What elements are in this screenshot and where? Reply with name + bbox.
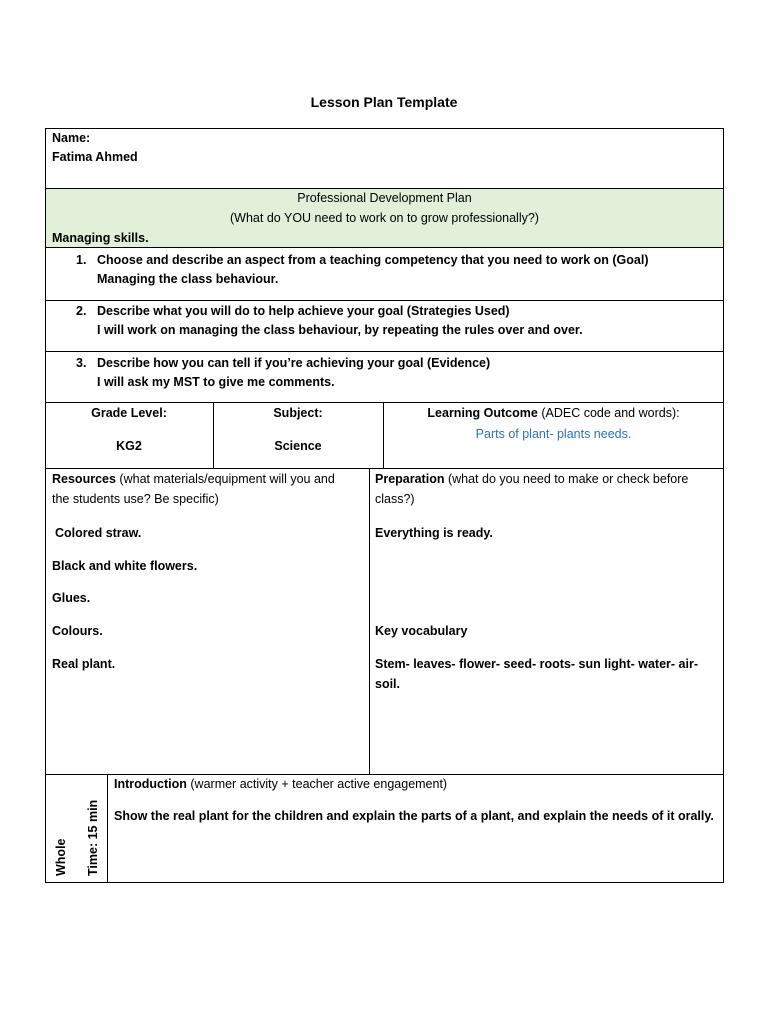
- outcome-header: [383, 404, 724, 422]
- item-2-answer: I will work on managing the class behaviour, by repeating the rules over and over.: [97, 323, 583, 337]
- pdp-focus: Managing skills.: [52, 231, 149, 245]
- outcome-label: Learning Outcome: [427, 406, 538, 420]
- name-value: Fatima Ahmed: [52, 150, 138, 164]
- name-label: Name:: [52, 131, 91, 145]
- item-1-answer: Managing the class behaviour.: [97, 272, 279, 286]
- resources-note-2: the students use? Be specific): [52, 492, 219, 506]
- resource-item-4: Colours.: [52, 624, 103, 638]
- whole-side-label: Whole: [54, 838, 68, 876]
- preparation-header: [375, 470, 688, 488]
- item-3-num: 3.: [76, 356, 87, 370]
- item-3-answer: I will ask my MST to give me comments.: [97, 375, 335, 389]
- introduction-text: Show the real plant for the children and explain the parts of a plant, and explain the needs of it orally.: [114, 809, 714, 823]
- resource-item-2: Black and white flowers.: [52, 559, 198, 573]
- preparation-status: Everything is ready.: [375, 526, 493, 540]
- key-vocab-label: Key vocabulary: [375, 624, 468, 638]
- key-vocab-line-2: soil.: [375, 677, 401, 691]
- outcome-label-note: (ADEC code and words):: [541, 406, 680, 420]
- resources-label: Resources: [52, 472, 116, 486]
- grade-value: KG2: [116, 439, 142, 453]
- resources-note-1: (what materials/equipment will you and: [119, 472, 335, 486]
- subject-label: Subject:: [273, 406, 323, 420]
- item-1-question: Choose and describe an aspect from a teaching competency that you need to work on (Goal): [97, 253, 649, 267]
- introduction-label: Introduction: [114, 777, 187, 791]
- resource-item-5: Real plant.: [52, 657, 116, 671]
- item-3-question: Describe how you can tell if you’re achieving your goal (Evidence): [97, 356, 491, 370]
- preparation-note-1: (what do you need to make or check before: [447, 472, 689, 486]
- key-vocab-line-1: Stem- leaves- flower- seed- roots- sun light- water- air-: [375, 657, 698, 671]
- outcome-value: Parts of plant- plants needs.: [475, 427, 632, 441]
- resources-header: [52, 470, 335, 488]
- item-2-question: Describe what you will do to help achieve your goal (Strategies Used): [97, 304, 510, 318]
- time-side-label: Time: 15 min: [86, 799, 100, 876]
- item-1-num: 1.: [76, 253, 87, 267]
- preparation-label: Preparation: [375, 472, 445, 486]
- introduction-header: [114, 775, 447, 793]
- resource-item-1: Colored straw.: [55, 526, 142, 540]
- preparation-note-2: class?): [375, 492, 415, 506]
- introduction-note: (warmer activity + teacher active engagement): [190, 777, 448, 791]
- page-title: Lesson Plan Template: [310, 94, 458, 110]
- subject-value: Science: [274, 439, 322, 453]
- grade-label: Grade Level:: [91, 406, 167, 420]
- item-2-num: 2.: [76, 304, 87, 318]
- pdp-heading: Professional Development Plan: [297, 191, 472, 205]
- resource-item-3: Glues.: [52, 591, 91, 605]
- pdp-subheading: (What do YOU need to work on to grow professionally?): [230, 211, 539, 225]
